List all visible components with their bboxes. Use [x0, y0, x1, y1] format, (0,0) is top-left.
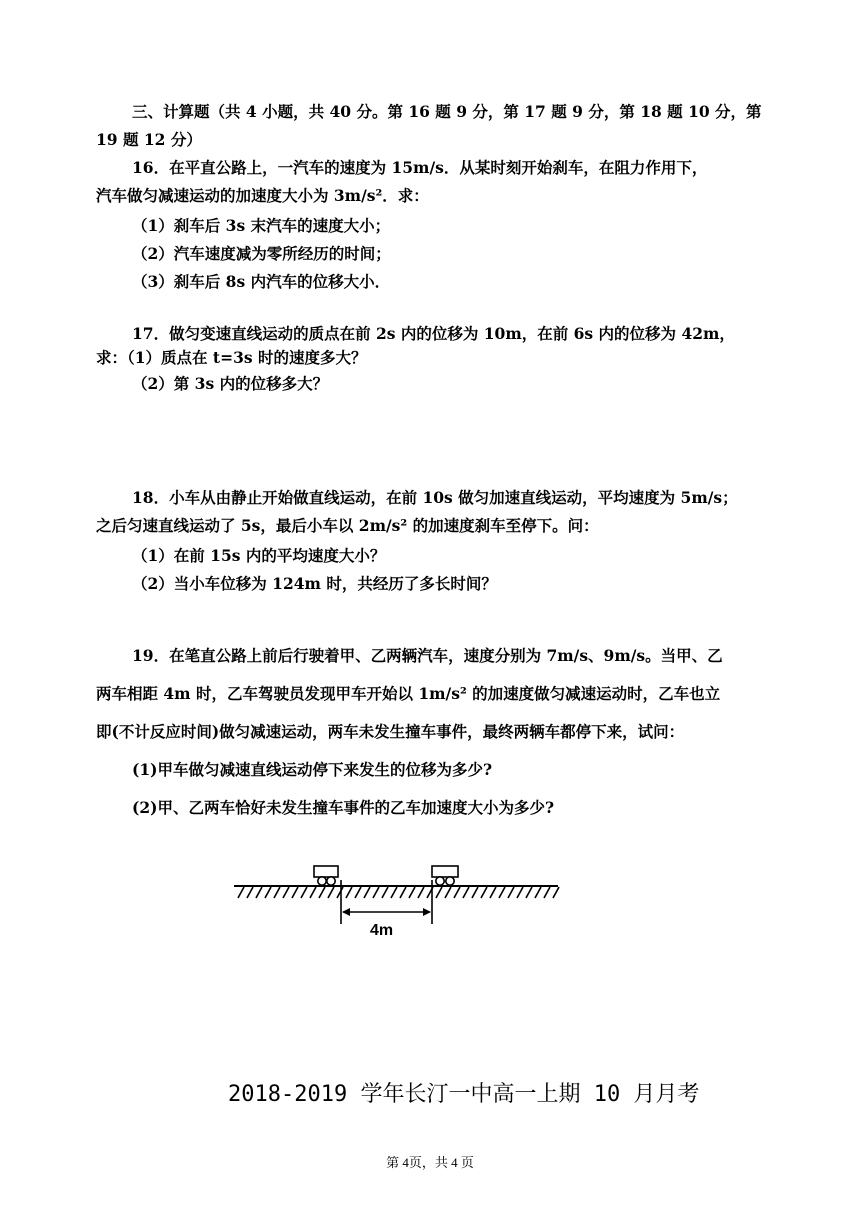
q18-part-2: （2）当小车位移为 124m 时，共经历了多长时间？ — [132, 574, 497, 593]
q19-stem-line-3: 即(不计反应时间)做匀减速运动，两车未发生撞车事件，最终两辆车都停下来，试问： — [96, 722, 685, 741]
q17-stem-line-1: 17．做匀变速直线运动的质点在前 2s 内的位移为 10m，在前 6s 内的位移为 42m， — [132, 324, 735, 343]
q16-part-3: （3）刹车后 8s 内汽车的位移大小． — [132, 272, 391, 291]
hatch-mark — [265, 887, 271, 898]
distance-label: 4m — [370, 922, 394, 939]
hatch-mark — [310, 887, 316, 898]
hatch-mark — [274, 887, 280, 898]
q18-stem-line-1: 18．小车从由静止开始做直线运动，在前 10s 做匀加速直线运动，平均速度为 5m/s； — [132, 488, 738, 507]
hatch-mark — [283, 887, 289, 898]
hatch-mark — [346, 887, 352, 898]
q19-stem-line-2: 两车相距 4m 时，乙车驾驶员发现甲车开始以 1m/s² 的加速度做匀减速运动时，乙车也立 — [96, 684, 721, 703]
q16-part-1: （1）刹车后 3s 末汽车的速度大小； — [132, 216, 391, 235]
hatch-mark — [490, 887, 496, 898]
hatch-mark — [391, 887, 397, 898]
hatch-mark — [481, 887, 487, 898]
hatch-mark — [328, 887, 334, 898]
hatch-mark — [256, 887, 262, 898]
hatch-mark — [418, 887, 424, 898]
hatch-mark — [355, 887, 361, 898]
two-cars-diagram — [234, 860, 564, 940]
ground-surface — [234, 886, 559, 898]
section-header-line-2: 19 题 12 分） — [96, 130, 202, 149]
q19-part-2: (2)甲、乙两车恰好未发生撞车事件的乙车加速度大小为多少? — [132, 798, 555, 817]
hatch-mark — [517, 887, 523, 898]
q18-part-1: （1）在前 15s 内的平均速度大小？ — [132, 546, 386, 565]
hatch-mark — [247, 887, 253, 898]
hatch-mark — [238, 887, 244, 898]
hatch-mark — [364, 887, 370, 898]
q19-stem-line-1: 19．在笔直公路上前后行驶着甲、乙两辆汽车，速度分别为 7m/s、9m/s。当甲、乙 — [132, 646, 723, 665]
hatch-mark — [526, 887, 532, 898]
q16-stem-line-2: 汽车做匀减速运动的加速度大小为 3m/s²．求： — [96, 186, 429, 205]
hatch-mark — [319, 887, 325, 898]
hatch-mark — [535, 887, 541, 898]
hatch-mark — [553, 887, 559, 898]
page-number: 第 4页，共 4 页 — [386, 1155, 474, 1170]
q17-stem-line-2: 求：（1）质点在 t=3s 时的速度多大？ — [96, 348, 367, 367]
hatch-mark — [292, 887, 298, 898]
hatch-mark — [544, 887, 550, 898]
hatch-mark — [454, 887, 460, 898]
hatch-mark — [472, 887, 478, 898]
hatch-mark — [445, 887, 451, 898]
hatch-mark — [409, 887, 415, 898]
hatch-mark — [373, 887, 379, 898]
hatch-mark — [400, 887, 406, 898]
q19-part-1: (1)甲车做匀减速直线运动停下来发生的位移为多少? — [132, 760, 493, 779]
q16-stem-line-1: 16．在平直公路上，一汽车的速度为 15m/s．从某时刻开始刹车，在阻力作用下， — [132, 158, 708, 177]
hatch-mark — [499, 887, 505, 898]
hatch-mark — [337, 887, 343, 898]
hatch-mark — [301, 887, 307, 898]
q17-part-2: （2）第 3s 内的位移多大？ — [132, 374, 329, 393]
car-jia — [314, 866, 338, 885]
hatch-mark — [463, 887, 469, 898]
hatch-mark — [382, 887, 388, 898]
exam-title: 2018-2019 学年长汀一中高一上期 10 月月考 — [228, 1082, 700, 1107]
hatch-mark — [436, 887, 442, 898]
q16-part-2: （2）汽车速度减为零所经历的时间； — [132, 244, 391, 263]
q18-stem-line-2: 之后匀速直线运动了 5s，最后小车以 2m/s² 的加速度刹车至停下。问： — [96, 516, 599, 535]
section-header-line-1: 三、计算题（共 4 小题，共 40 分。第 16 题 9 分，第 17 题 9 分，第 18 题 10 分，第 — [132, 102, 762, 121]
car-yi — [432, 866, 458, 885]
hatch-mark — [508, 887, 514, 898]
